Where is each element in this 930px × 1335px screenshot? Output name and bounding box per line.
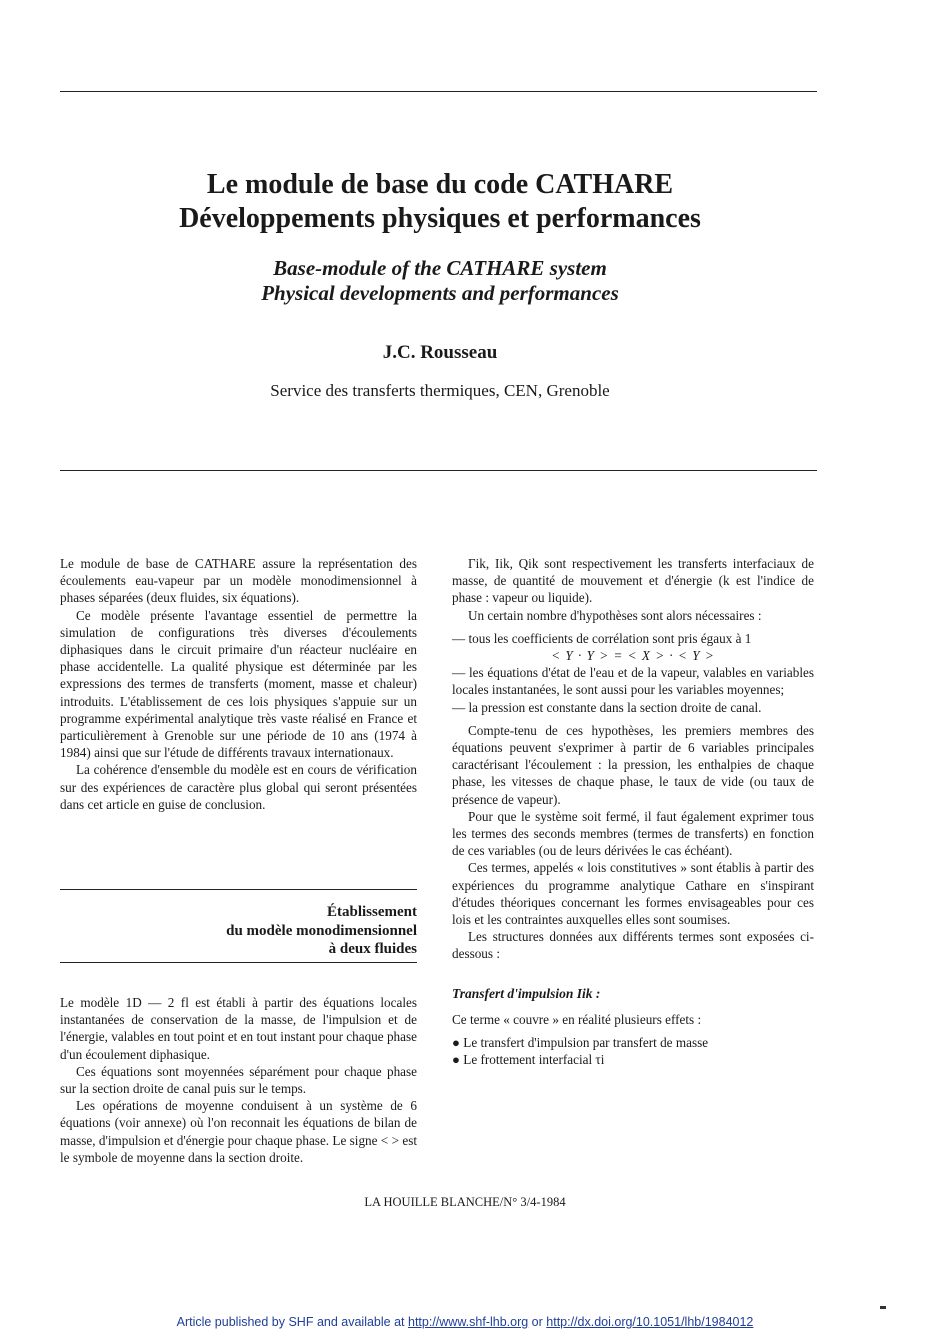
intro-paragraph-2: Ce modèle présente l'avantage essentiel de permettre la simulation de configurations très diverses d'écoulements diphasiques dans le circuit primaire d'un réacteur nucléaire en phase accidentelle. La qualité physique est déterminée par les expressions des termes de transferts (moment, masse et chaleur) introduits. L'établissement de ces lois physiques s'appuie sur un programme expérimental analytique très vaste réalisé en France et particulièrement à Grenoble sur une période de 10 ans (1974 à 1984) ainsi que sur l'étude de différents travaux internationaux.: [60, 607, 417, 761]
bullet-icon: ●: [452, 1035, 464, 1051]
bullet-text-2: Le frottement interfacial τi: [463, 1052, 605, 1068]
right-paragraph-6: Les structures données aux différents termes sont exposées ci-dessous :: [452, 929, 814, 962]
hypothesis-1: — tous les coefficients de corrélation sont pris égaux à 1: [452, 630, 752, 646]
right-paragraph-1: Γik, Iik, Qik sont respectivement les transferts interfaciaux de masse, de quantité de mouvement et d'énergie (k est l'indice de phase : vapeur ou liquide).: [452, 556, 814, 606]
right-column: [452, 555, 814, 1068]
hypothesis-2: — les équations d'état de l'eau et de la vapeur, valables en variables locales instantanées, le sont aussi pour les variables moyennes;: [452, 665, 814, 698]
scan-mark: [880, 1306, 886, 1309]
section-heading-line3: à deux fluides: [328, 941, 417, 957]
right-paragraph-5: Ces termes, appelés « lois constitutives » sont établis à partir des expériences du programme analytique Cathare en s'inspirant d'études théoriques concernant les formes envisageables pour ces lois et les contraintes auxquelles elles sont soumises.: [452, 860, 814, 928]
section-paragraph-2: Ces équations sont moyennées séparément pour chaque phase sur la section droite de canal puis sur le temps.: [60, 1063, 417, 1097]
section-heading-line2: du modèle monodimensionnel: [226, 922, 417, 939]
right-paragraph-2: Un certain nombre d'hypothèses sont alors nécessaires :: [468, 607, 762, 623]
article-or: or: [528, 1315, 547, 1329]
article-prefix: Article published by SHF and available at: [176, 1315, 408, 1329]
title-english-line1: Base-module of the CATHARE system: [273, 256, 607, 280]
intro-paragraph-3: La cohérence d'ensemble du modèle est en cours de vérification sur des expériences de caractère plus global qui seront présentées dans cet article en guise de conclusion.: [60, 762, 417, 812]
section-rule-top: [60, 889, 417, 890]
hypothesis-3: — la pression est constante dans la section droite de canal.: [452, 699, 762, 715]
bullet-item-2: [452, 1051, 814, 1068]
article-publication-line: [0, 1315, 930, 1329]
section-paragraph-3: Les opérations de moyenne conduisent à un système de 6 équations (voir annexe) où l'on reconnait les équations de bilan de masse, d'impulsion et d'énergie pour chaque phase. Le signe < > est le symbole de moyenne dans la section droite.: [60, 1098, 417, 1165]
bullet-icon: ●: [452, 1052, 464, 1068]
right-paragraph-3: Compte-tenu de ces hypothèses, les premiers membres des équations peuvent s'exprimer à partir de 6 variables principales caractérisant l'écoulement : la pression, les enthalpies de chaque phase, les vitesses de chaque phase, le taux de vide (ou taux de présence de vapeur).: [452, 722, 814, 807]
title-english-line2: Physical developments and performances: [261, 281, 619, 305]
header-rule-bottom: [60, 470, 817, 471]
right-paragraph-4: Pour que le système soit fermé, il faut également exprimer tous les termes des seconds membres (termes de transferts) en fonction de ces variables (ou de leurs dérivées le cas échéant).: [452, 808, 814, 859]
title-french-line2: Développements physiques et performances: [179, 203, 701, 234]
affiliation: Service des transferts thermiques, CEN, Grenoble: [270, 381, 610, 400]
bullet-item-1: [452, 1034, 814, 1051]
intro-paragraph-1: Le module de base de CATHARE assure la représentation des écoulements eau-vapeur par un modèle monodimensionnel à phases séparées (deux fluides, six équations).: [60, 556, 417, 606]
title-french-line1: Le module de base du code CATHARE: [206, 169, 674, 200]
left-column-section: [60, 994, 417, 1166]
right-paragraph-7: Ce terme « couvre » en réalité plusieurs effets :: [452, 1011, 702, 1027]
author: J.C. Rousseau: [382, 342, 498, 363]
shf-link[interactable]: http://www.shf-lhb.org: [408, 1315, 529, 1329]
section-rule-bottom: [60, 962, 417, 963]
journal-footer: LA HOUILLE BLANCHE/N° 3/4-1984: [364, 1195, 566, 1209]
left-column-intro: [60, 555, 417, 813]
section-paragraph-1: Le modèle 1D — 2 fl est établi à partir des équations locales instantanées de conservation de la masse, de l'impulsion et de l'énergie, valables en tout point et en tout instant pour chaque phase d'un écoulement diphasique.: [60, 995, 417, 1062]
section-heading: [60, 903, 417, 959]
subheading-impulse-transfer: Transfert d'impulsion Iik :: [452, 985, 601, 1001]
header-rule-top: [60, 91, 817, 92]
section-heading-line1: Établissement: [327, 904, 417, 920]
formula-correlation: < Y · Y > = < X > · < Y >: [551, 648, 715, 664]
doi-link[interactable]: http://dx.doi.org/10.1051/lhb/1984012: [546, 1315, 754, 1329]
bullet-text-1: Le transfert d'impulsion par transfert de masse: [463, 1035, 709, 1051]
